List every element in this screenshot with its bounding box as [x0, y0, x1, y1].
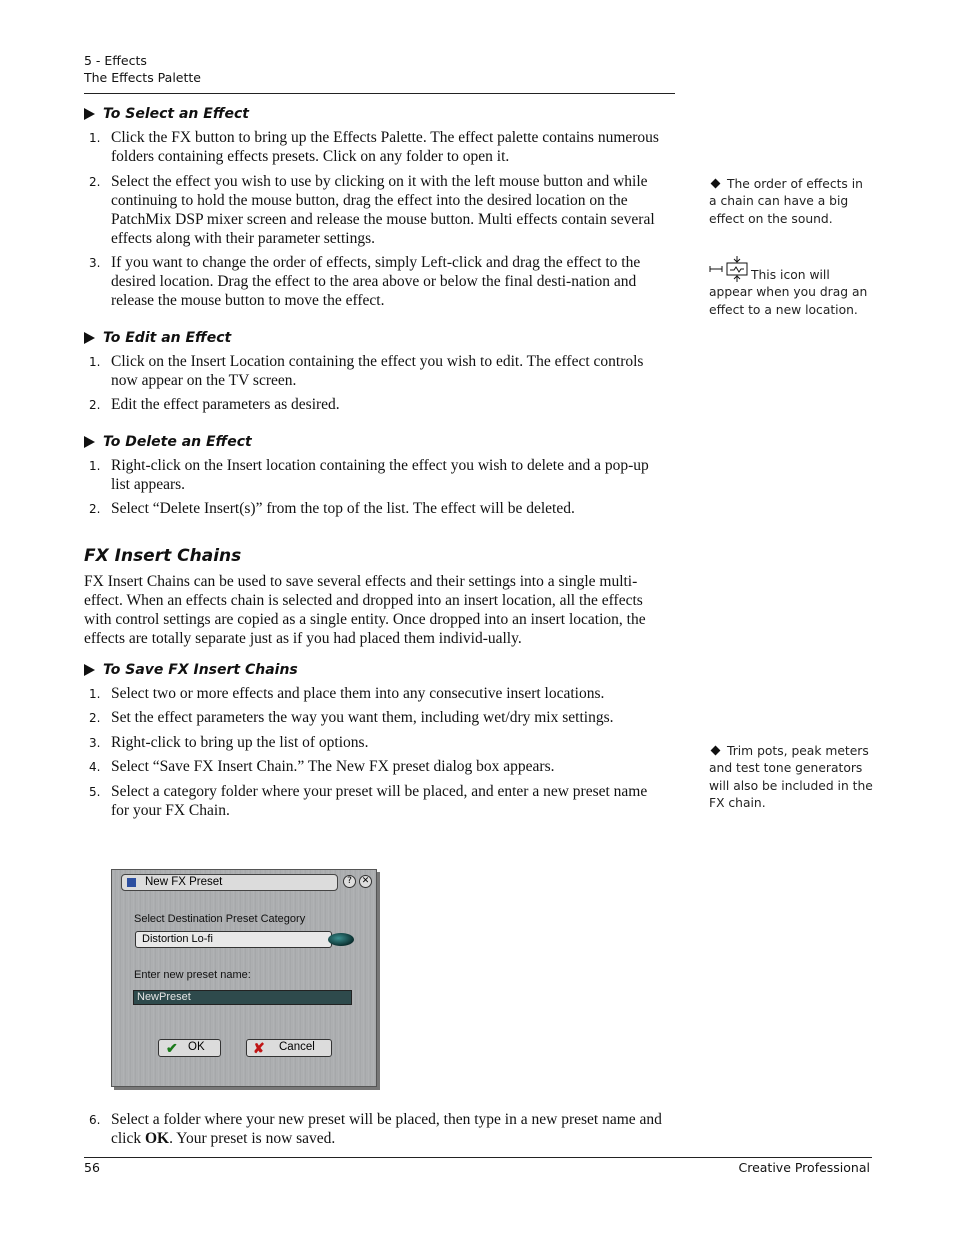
step-text: Click on the Insert Location containing the effect you wish to edit. The effect controls now appear on the TV screen.	[111, 352, 644, 389]
steps-save-chains-continued	[84, 1110, 664, 1148]
step-number: 1.	[89, 354, 101, 369]
list-item	[84, 733, 664, 752]
triangle-bullet-icon	[84, 108, 95, 120]
step-text-pre: Select a folder where your new preset will be placed, then type in a new preset name and click	[111, 1111, 662, 1147]
section-paragraph: FX Insert Chains can be used to save several effects and their settings into a single multi-effect. When an effects chain is selected and dropped into an insert location, all the effects with control settings are copied as a single entity. Once dropped into an insert location, the effects are totally separate just as if you had placed them individ-ually.	[84, 572, 646, 647]
header-rule	[84, 93, 675, 94]
close-icon[interactable]: ✕	[359, 875, 372, 888]
procedure-heading-label: To Save FX Insert Chains	[103, 661, 298, 678]
sidenote-text: Trim pots, peak meters and test tone generators will also be included in the FX chain.	[709, 744, 873, 810]
step-number: 1.	[89, 458, 101, 473]
step-number: 3.	[89, 735, 101, 750]
page-number: 56	[84, 1160, 100, 1175]
list-item	[84, 352, 664, 390]
procedure-heading-label: To Select an Effect	[103, 106, 249, 122]
step-number: 4.	[89, 760, 101, 774]
list-item	[84, 456, 664, 494]
procedure-heading-label: To Delete an Effect	[103, 433, 252, 450]
list-item	[84, 684, 664, 703]
step-text: If you want to change the order of effects, simply Left-click and drag the effect to the desired location. Drag the effect to the area above or below the final desti-nation and release the mouse button to move the effect.	[111, 254, 641, 309]
step-text: Set the effect parameters the way you want them, including wet/dry mix settings.	[111, 709, 614, 726]
step-six-container	[84, 1110, 664, 1154]
section-title: FX Insert Chains	[84, 545, 242, 566]
step-number: 2.	[89, 174, 101, 189]
step-text-bold: OK	[145, 1130, 170, 1147]
window-menu-icon	[127, 878, 136, 887]
sidenote-text: The order of effects in a chain can have a big effect on the sound.	[709, 177, 863, 226]
dialog-title: New FX Preset	[145, 876, 223, 888]
list-item	[84, 1110, 664, 1148]
cancel-button-label: Cancel	[279, 1041, 315, 1053]
sidenote-order	[709, 176, 874, 228]
list-item	[84, 757, 664, 776]
preset-name-label: Enter new preset name:	[134, 969, 251, 981]
sidenote-trim-pots	[709, 743, 874, 812]
sidenote-drag-icon	[709, 256, 874, 319]
step-text: Right-click on the Insert location containing the effect you wish to delete and a pop-up list appears.	[111, 456, 649, 493]
step-number: 3.	[89, 256, 101, 270]
category-select-value: Distortion Lo-fi	[142, 933, 213, 945]
steps-edit-effect	[84, 352, 664, 415]
header-chapter: 5 - Effects	[84, 53, 147, 68]
step-number: 2.	[89, 502, 101, 516]
step-number: 1.	[89, 131, 101, 145]
list-item	[84, 128, 664, 166]
list-item	[84, 782, 664, 820]
list-item	[84, 395, 664, 414]
running-header	[84, 52, 201, 86]
category-label: Select Destination Preset Category	[134, 913, 306, 925]
list-item	[84, 499, 664, 518]
main-content	[84, 106, 664, 825]
dropdown-knob-icon[interactable]	[328, 933, 354, 946]
insert-drag-icon	[709, 256, 749, 282]
category-select[interactable]	[135, 931, 332, 948]
header-section: The Effects Palette	[84, 70, 201, 85]
step-text: Click the FX button to bring up the Effects Palette. The effect palette contains numerous folders containing effects presets. Click on any folder to open it.	[111, 129, 659, 165]
steps-save-chains	[84, 684, 664, 820]
diamond-bullet-icon	[711, 746, 721, 756]
triangle-bullet-icon	[84, 332, 95, 344]
step-text: Right-click to bring up the list of options.	[111, 733, 369, 751]
dialog-title-bar	[121, 874, 338, 891]
cancel-button[interactable]	[246, 1039, 332, 1057]
footer-rule	[84, 1157, 872, 1158]
steps-select-effect	[84, 128, 664, 310]
step-number: 5.	[89, 784, 101, 799]
ok-button-label: OK	[188, 1041, 205, 1053]
list-item	[84, 253, 664, 310]
step-text: Select the effect you wish to use by clicking on it with the left mouse button and while continuing to hold the mouse button, drag the effect into the desired location on the PatchMix DSP mixer screen and release the mouse button. Multi effects contain several effects along with their parameter settings.	[111, 172, 655, 247]
step-text: Select two or more effects and place them into any consecutive insert locations.	[111, 684, 605, 702]
procedure-heading-select	[84, 106, 664, 122]
step-number: 2.	[89, 398, 101, 412]
diamond-bullet-icon	[711, 179, 721, 189]
step-text: Select “Delete Insert(s)” from the top of the list. The effect will be deleted.	[111, 500, 575, 517]
steps-delete-effect	[84, 456, 664, 519]
ok-button[interactable]	[158, 1039, 221, 1057]
check-icon: ✔	[166, 1040, 178, 1056]
footer-publisher: Creative Professional	[738, 1160, 870, 1175]
step-text-post: . Your preset is now saved.	[169, 1130, 336, 1147]
step-text: Edit the effect parameters as desired.	[111, 396, 340, 413]
list-item	[84, 172, 664, 248]
step-text: Select “Save FX Insert Chain.” The New FX preset dialog box appears.	[111, 758, 555, 775]
triangle-bullet-icon	[84, 664, 95, 676]
new-fx-preset-dialog	[111, 869, 377, 1087]
triangle-bullet-icon	[84, 436, 95, 448]
step-number: 1.	[89, 686, 101, 701]
procedure-heading-edit	[84, 330, 664, 346]
sidenote-text: This icon will appear when you drag an effect to a new location.	[709, 268, 868, 317]
preset-name-input[interactable]	[133, 990, 352, 1005]
step-text: Select a category folder where your preset will be placed, and enter a new preset name for your FX Chain.	[111, 782, 648, 819]
procedure-heading-delete	[84, 434, 664, 450]
step-number: 2.	[89, 711, 101, 725]
preset-name-value: NewPreset	[137, 991, 191, 1003]
step-number: 6.	[89, 1113, 101, 1127]
help-icon[interactable]: ?	[343, 875, 356, 888]
cancel-x-icon: ✘	[253, 1040, 265, 1056]
list-item	[84, 708, 664, 727]
procedure-heading-label: To Edit an Effect	[103, 329, 232, 346]
procedure-heading-save	[84, 662, 664, 678]
